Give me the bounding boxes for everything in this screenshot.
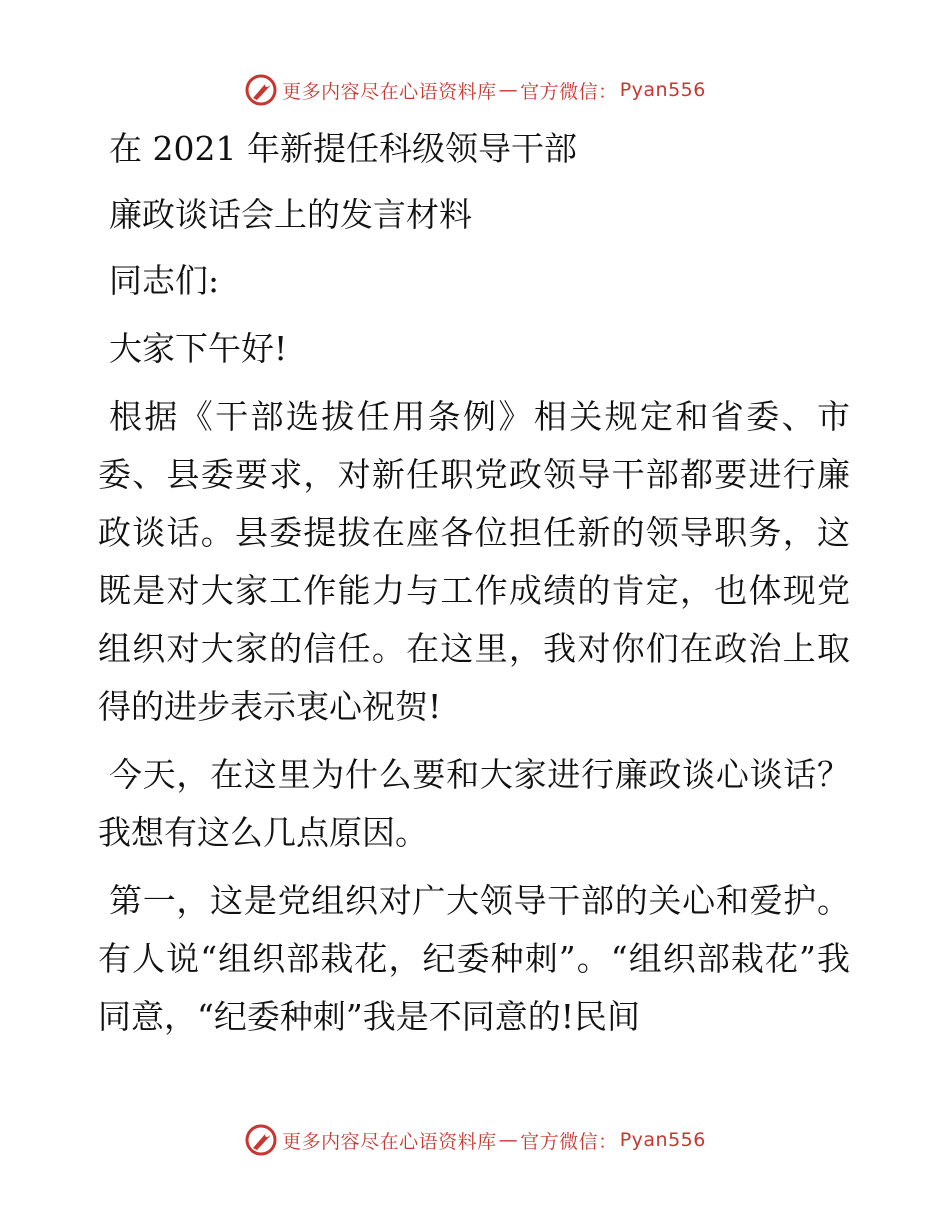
paragraph: 根据《干部选拔任用条例》相关规定和省委、市委、县委要求，对新任职党政领导干部都要进行廉政谈话。县委提拔在座各位担任新的领导职务，这既是对大家工作能力与工作成绩的肯定，也体现党组织对大家的信任。在这里，我对你们在政治上取得的进步表示衷心祝贺! (98, 397, 850, 726)
watermark-text: 更多内容尽在心语资料库 (282, 80, 497, 103)
paragraph: 今天，在这里为什么要和大家进行廉政谈心谈话？我想有这么几点原因。 (98, 755, 850, 852)
document-body (98, 120, 850, 1056)
title-line-1: 在 2021 年新提任科级领导干部 (109, 129, 577, 168)
title-line-2: 廉政谈话会上的发言材料 (109, 195, 472, 234)
header-watermark (0, 70, 950, 110)
watermark-wechat-id: Pyan556 (619, 1129, 706, 1151)
watermark-dash: — (498, 79, 519, 101)
greeting: 大家下午好! (109, 329, 288, 368)
paragraph: 第一，这是党组织对广大领导干部的关心和爱护。有人说“组织部栽花，纪委种刺”。“组织部栽花”我同意，“纪委种刺”我是不同意的!民间 (98, 881, 850, 1036)
salutation: 同志们: (109, 261, 220, 300)
watermark-wechat-label: 官方微信： (520, 80, 618, 103)
pen-nib-logo-icon (244, 73, 278, 107)
watermark-text: 更多内容尽在心语资料库 (282, 1130, 497, 1153)
watermark-dash: — (498, 1129, 519, 1151)
footer-watermark (0, 1120, 950, 1160)
pen-nib-logo-icon (244, 1123, 278, 1157)
watermark-wechat-id: Pyan556 (619, 79, 706, 101)
watermark-wechat-label: 官方微信： (520, 1130, 618, 1153)
